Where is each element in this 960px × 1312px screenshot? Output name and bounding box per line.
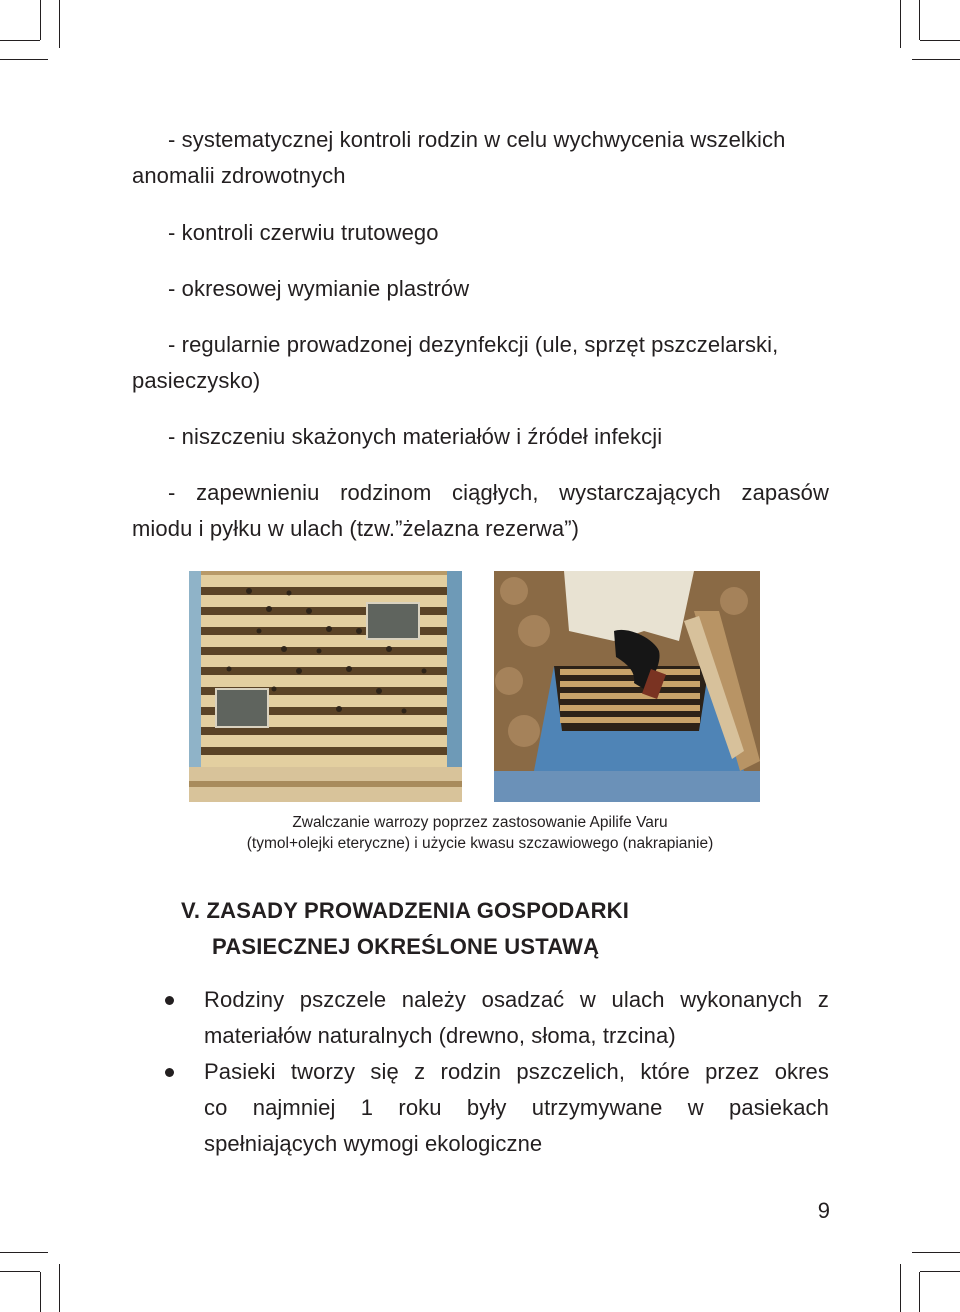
list-item: - regularnie prowadzonej dezynfekcji (ule, sprzęt pszczelarski,	[168, 332, 779, 357]
list-item-continuation: anomalii zdrowotnych	[132, 163, 346, 188]
list-item: - systematycznej kontroli rodzin w celu wychwycenia wszelkich	[168, 127, 786, 152]
photo-beekeeper-hive	[494, 571, 760, 802]
bullet-item: Rodziny pszczele należy osadzać w ulach wykonanych z	[204, 987, 829, 1012]
bullet-item-continuation: materiałów naturalnych (drewno, słoma, trzcina)	[204, 1023, 676, 1048]
section-heading: V. ZASADY PROWADZENIA GOSPODARKI	[181, 898, 630, 923]
list-item: - niszczeniu skażonych materiałów i źródeł infekcji	[168, 424, 663, 449]
section-heading-continuation: PASIECZNEJ OKREŚLONE USTAWĄ	[212, 934, 600, 959]
figure-caption-line: Zwalczanie warrozy poprzez zastosowanie Apilife Varu	[292, 814, 668, 831]
list-item: - zapewnieniu rodzinom ciągłych, wystarczających zapasów	[168, 480, 829, 505]
bullet-item: Pasieki tworzy się z rodzin pszczelich, które przez okres	[204, 1059, 829, 1084]
bullet-dot	[165, 1068, 174, 1077]
beekeeper-illustration	[494, 571, 760, 802]
list-item: - kontroli czerwiu trutowego	[168, 220, 439, 245]
list-item-continuation: miodu i pyłku w ulach (tzw.”żelazna rezerwa”)	[132, 516, 580, 541]
bullet-item-continuation: co najmniej 1 roku były utrzymywane w pasiekach	[204, 1095, 829, 1120]
figure-caption-line: (tymol+olejki eteryczne) i użycie kwasu szczawiowego (nakrapianie)	[246, 835, 714, 852]
list-item: - okresowej wymianie plastrów	[168, 276, 470, 301]
hive-frames-illustration	[189, 571, 462, 802]
photo-hive-frames	[189, 571, 462, 802]
page-number: 9	[817, 1198, 830, 1223]
list-item-continuation: pasieczysko)	[132, 368, 261, 393]
bullet-dot	[165, 996, 174, 1005]
bullet-item-continuation: spełniających wymogi ekologiczne	[204, 1131, 543, 1156]
